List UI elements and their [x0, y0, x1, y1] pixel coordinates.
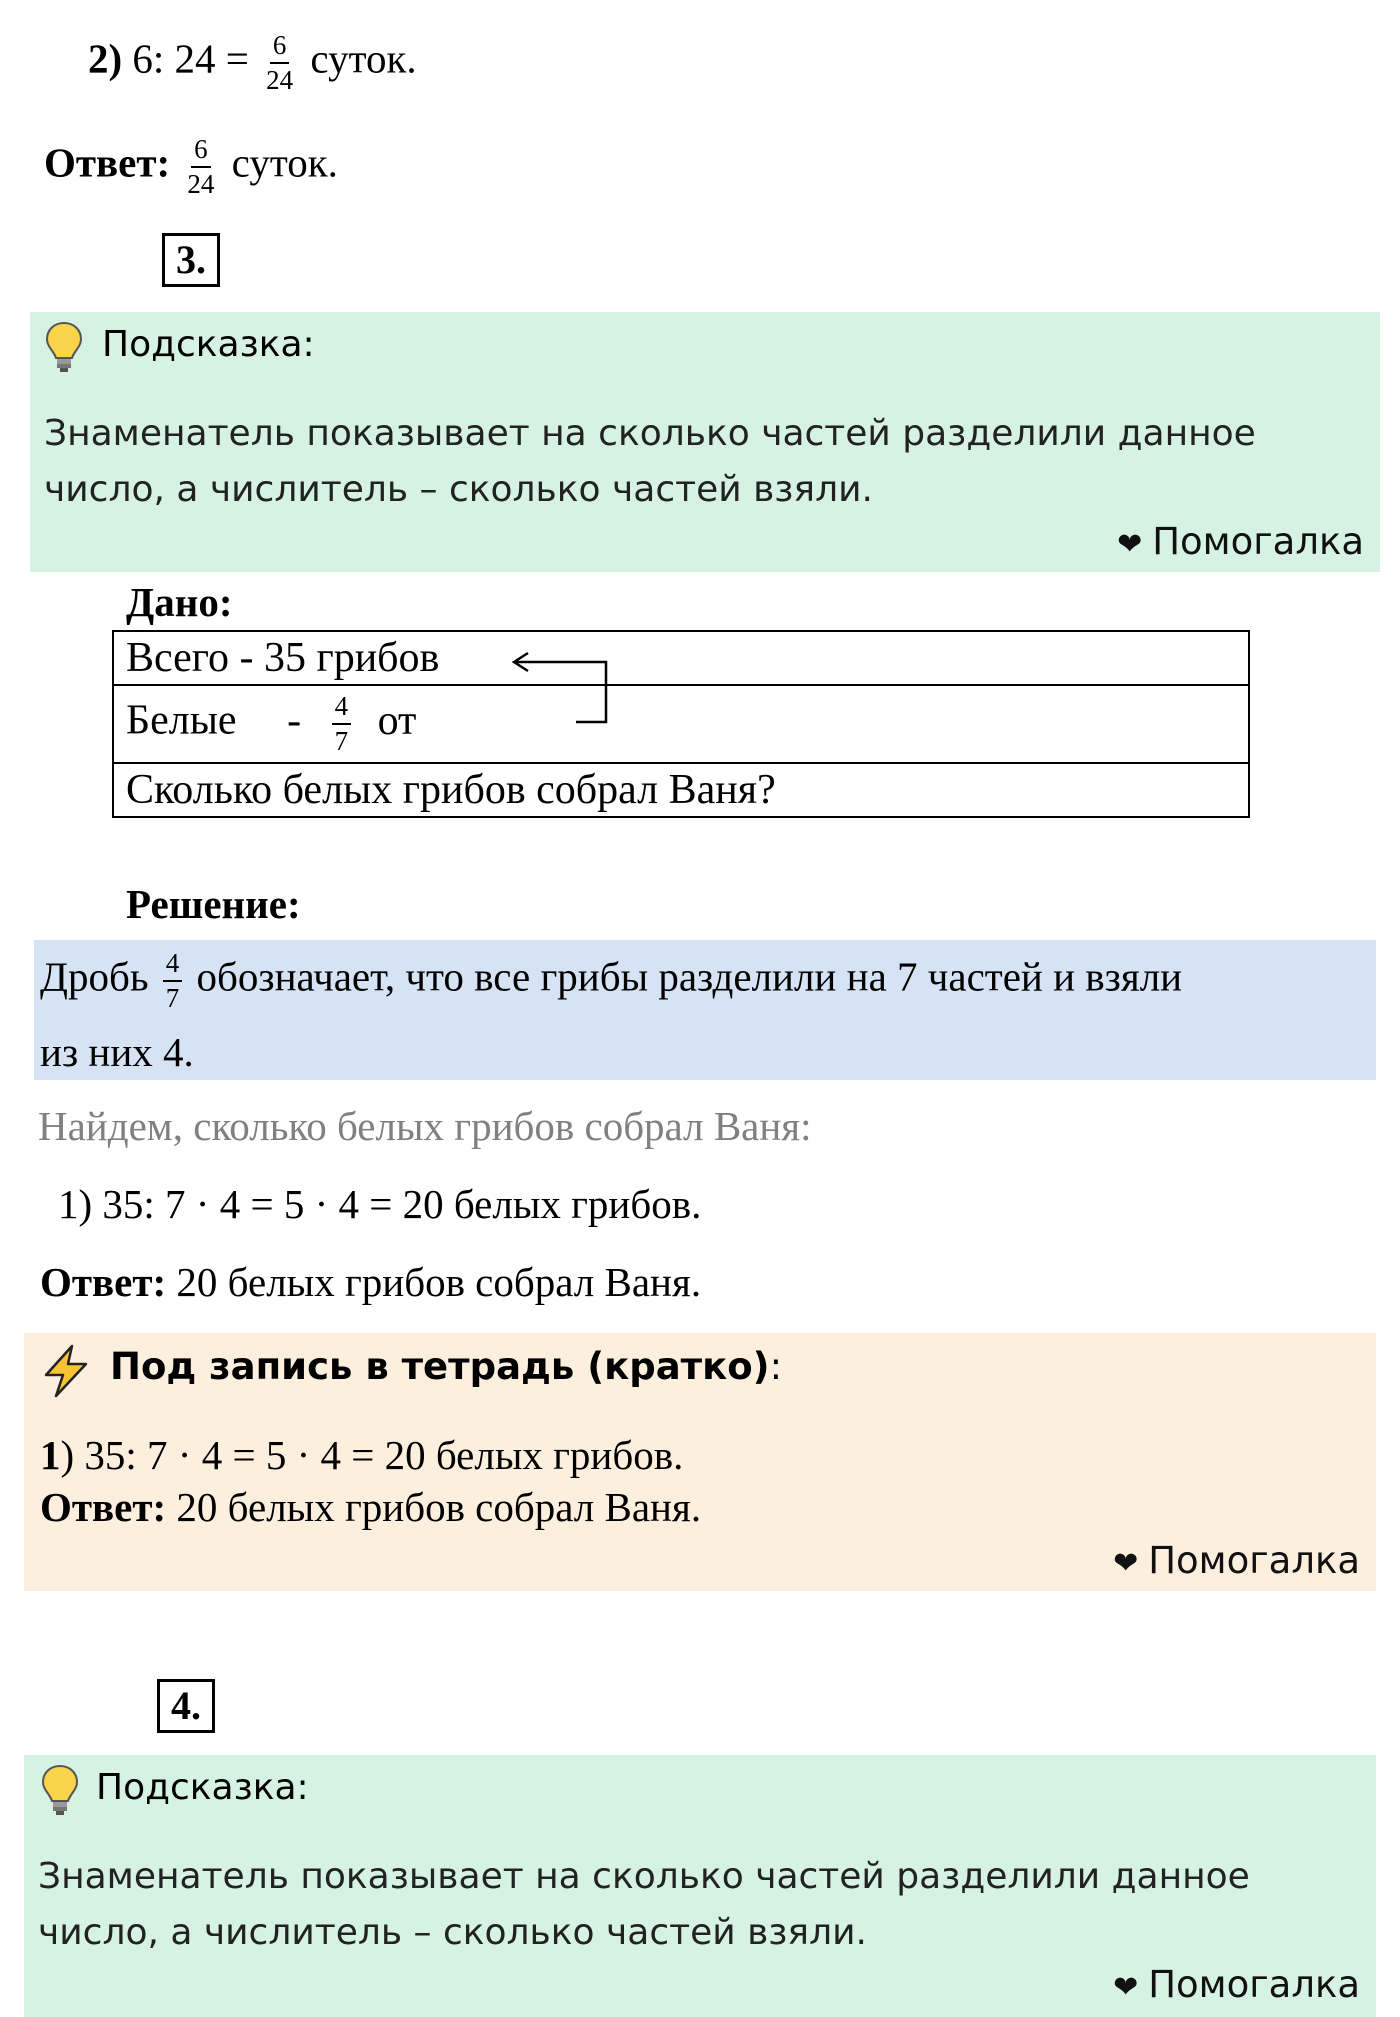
- signature-text: Помогалка: [1148, 1539, 1360, 1582]
- fraction: [163, 950, 183, 1012]
- notebook-title: Под запись в тетрадь (кратко): [110, 1345, 770, 1388]
- answer-label: Ответ:: [44, 139, 171, 186]
- step-label: 2): [88, 35, 123, 82]
- lightbulb-icon: [44, 320, 84, 374]
- signature: [1117, 520, 1364, 563]
- solution-title: Решение:: [126, 881, 301, 927]
- notebook-step-label: 1: [40, 1432, 61, 1478]
- given-white-label: Белые: [126, 697, 237, 744]
- notebook-step-text: ) 35: 7 · 4 = 5 · 4 = 20 белых грибов.: [60, 1432, 684, 1478]
- given-white: [113, 685, 1249, 763]
- prev-answer: [44, 136, 338, 198]
- answer-label: Ответ:: [40, 1259, 167, 1305]
- heart-icon: ❤: [1113, 1970, 1139, 2005]
- hint-text: Знаменатель показывает на сколько частей разделили данное число, а числитель – сколько частей взяли.: [44, 413, 1256, 510]
- fraction: [332, 693, 352, 755]
- fraction-numerator: 4: [163, 950, 183, 982]
- given-white-dash: -: [287, 697, 302, 744]
- explanation-prefix: Дробь: [40, 953, 149, 1000]
- signature: [1113, 1539, 1360, 1582]
- notebook-title-wrap: [110, 1345, 782, 1388]
- notebook-step-1: [40, 1431, 683, 1479]
- signature-text: Помогалка: [1148, 1963, 1360, 2006]
- notebook-panel: [24, 1333, 1376, 1591]
- heart-icon: ❤: [1113, 1546, 1139, 1581]
- fraction-denominator: 7: [334, 726, 349, 756]
- fraction-denominator: 7: [165, 983, 180, 1013]
- lightbulb-icon: [40, 1763, 80, 1817]
- notebook-title-colon: :: [769, 1345, 783, 1388]
- hint-text: Знаменатель показывает на сколько частей разделили данное число, а числитель – сколько частей взяли.: [38, 1856, 1250, 1953]
- answer: [40, 1258, 701, 1306]
- heart-icon: ❤: [1117, 527, 1143, 562]
- fraction-denominator: 24: [266, 65, 294, 95]
- hint-panel: [30, 312, 1380, 572]
- notebook-answer: [40, 1483, 701, 1531]
- fraction: [184, 136, 217, 198]
- notebook-answer-label: Ответ:: [40, 1484, 167, 1530]
- hint-title: Подсказка:: [96, 1767, 309, 1808]
- explanation-rest: обозначает, что все грибы разделили на 7 частей и взяли: [196, 953, 1183, 1000]
- hint-panel: [24, 1755, 1376, 2017]
- step-expression: 6: 24 =: [132, 35, 249, 82]
- hint-title: Подсказка:: [102, 324, 315, 365]
- task-number-4: 4.: [157, 1679, 215, 1733]
- fraction: [263, 32, 296, 94]
- signature-text: Помогалка: [1152, 520, 1364, 563]
- given-row-question: [113, 763, 1249, 817]
- fraction-denominator: 24: [187, 169, 215, 199]
- fraction-numerator: 4: [332, 693, 352, 725]
- lightning-icon: [38, 1343, 94, 1399]
- step-1: 1) 35: 7 · 4 = 5 · 4 = 20 белых грибов.: [58, 1181, 702, 1227]
- given-total: Всего - 35 грибов: [113, 631, 1249, 685]
- find-text: Найдем, сколько белых грибов собрал Ваня:: [38, 1103, 812, 1149]
- notebook-answer-text: 20 белых грибов собрал Ваня.: [166, 1484, 702, 1530]
- signature: [1113, 1963, 1360, 2006]
- explanation-line-2: из них 4.: [40, 1029, 194, 1075]
- given-white-suffix: от: [377, 697, 417, 744]
- explanation-line-1: [40, 950, 1182, 1012]
- prev-step-2: [88, 32, 417, 94]
- answer-text: 20 белых грибов собрал Ваня.: [166, 1259, 702, 1305]
- explanation-panel: [34, 940, 1376, 1080]
- task-number-3: 3.: [162, 233, 220, 287]
- given-row-white: [113, 685, 1249, 763]
- given-title: Дано:: [126, 579, 233, 625]
- unit-text: суток.: [231, 139, 338, 186]
- given-table: [112, 630, 1250, 818]
- reference-arrow: [500, 650, 620, 730]
- unit-text: суток.: [310, 35, 417, 82]
- given-question: Сколько белых грибов собрал Ваня?: [113, 763, 1249, 817]
- fraction-numerator: 6: [191, 136, 211, 168]
- fraction-numerator: 6: [270, 32, 290, 64]
- given-row-total: [113, 631, 1249, 685]
